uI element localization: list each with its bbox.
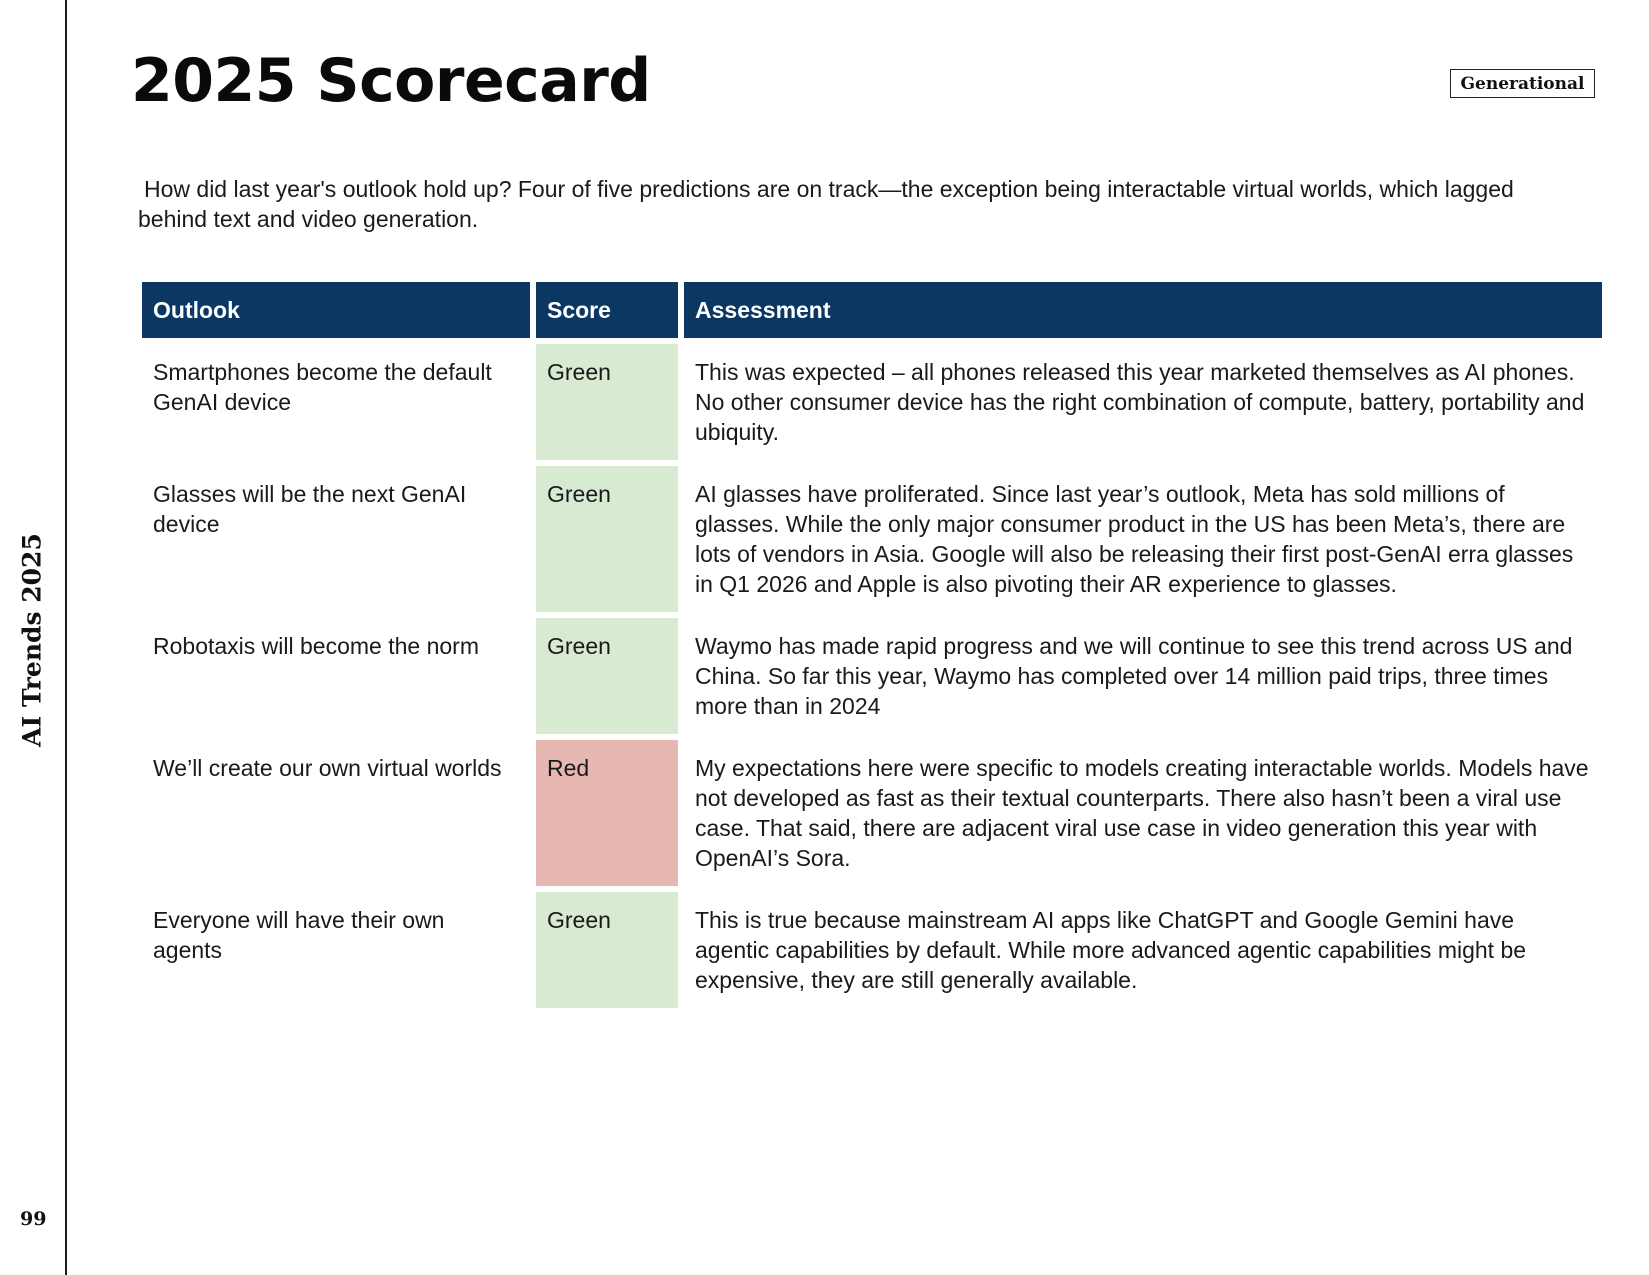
- score-cell: Green: [536, 892, 678, 1008]
- assessment-cell: This is true because mainstream AI apps like ChatGPT and Google Gemini have agentic capabilities by default. While more advanced agentic capabilities might be expensive, they are still generally available.: [695, 907, 1527, 993]
- page-number: 99: [20, 1208, 47, 1230]
- score-cell: Green: [536, 344, 678, 460]
- assessment-cell: My expectations here were specific to models creating interactable worlds. Models have not developed as fast as their textual counterparts. There also hasn’t been a viral use case. That said, there are adjacent viral use case in video generation this year with OpenAI’s Sora.: [695, 755, 1589, 871]
- page-title: 2025 Scorecard: [131, 46, 651, 116]
- column-header-score: Score: [536, 282, 678, 338]
- outlook-cell: Smartphones become the default GenAI device: [153, 359, 492, 415]
- outlook-cell: Glasses will be the next GenAI device: [153, 481, 467, 537]
- outlook-cell: We’ll create our own virtual worlds: [153, 755, 502, 781]
- score-cell: Red: [536, 740, 678, 886]
- outlook-cell: Everyone will have their own agents: [153, 907, 445, 963]
- scorecard-table: [136, 276, 1608, 1014]
- category-tag: Generational: [1450, 69, 1595, 98]
- vertical-divider: [65, 0, 67, 1275]
- table-row: [142, 892, 1602, 1008]
- table-row: [142, 466, 1602, 612]
- side-running-title: AI Trends 2025: [17, 533, 47, 747]
- assessment-cell: Waymo has made rapid progress and we will continue to see this trend across US and China. So far this year, Waymo has completed over 14 million paid trips, three times more than in 2024: [695, 633, 1573, 719]
- table-row: [142, 740, 1602, 886]
- table-row: [142, 344, 1602, 460]
- table-row: [142, 618, 1602, 734]
- assessment-cell: This was expected – all phones released this year marketed themselves as AI phones. No other consumer device has the right combination of compute, battery, portability and ubiquity.: [695, 359, 1585, 445]
- intro-paragraph: How did last year's outlook hold up? Four of five predictions are on track—the exception being interactable virtual worlds, which lagged behind text and video generation.: [138, 176, 1514, 232]
- column-header-assessment: Assessment: [684, 282, 1602, 338]
- assessment-cell: AI glasses have proliferated. Since last year’s outlook, Meta has sold millions of glasses. While the only major consumer product in the US has been Meta’s, there are lots of vendors in Asia. Google will also be releasing their first post-GenAI erra glasses in Q1 2026 and Apple is also pivoting their AR experience to glasses.: [695, 481, 1574, 597]
- score-cell: Green: [536, 466, 678, 612]
- score-cell: Green: [536, 618, 678, 734]
- column-header-outlook: Outlook: [142, 282, 530, 338]
- table-header-row: [142, 282, 1602, 338]
- outlook-cell: Robotaxis will become the norm: [153, 633, 479, 659]
